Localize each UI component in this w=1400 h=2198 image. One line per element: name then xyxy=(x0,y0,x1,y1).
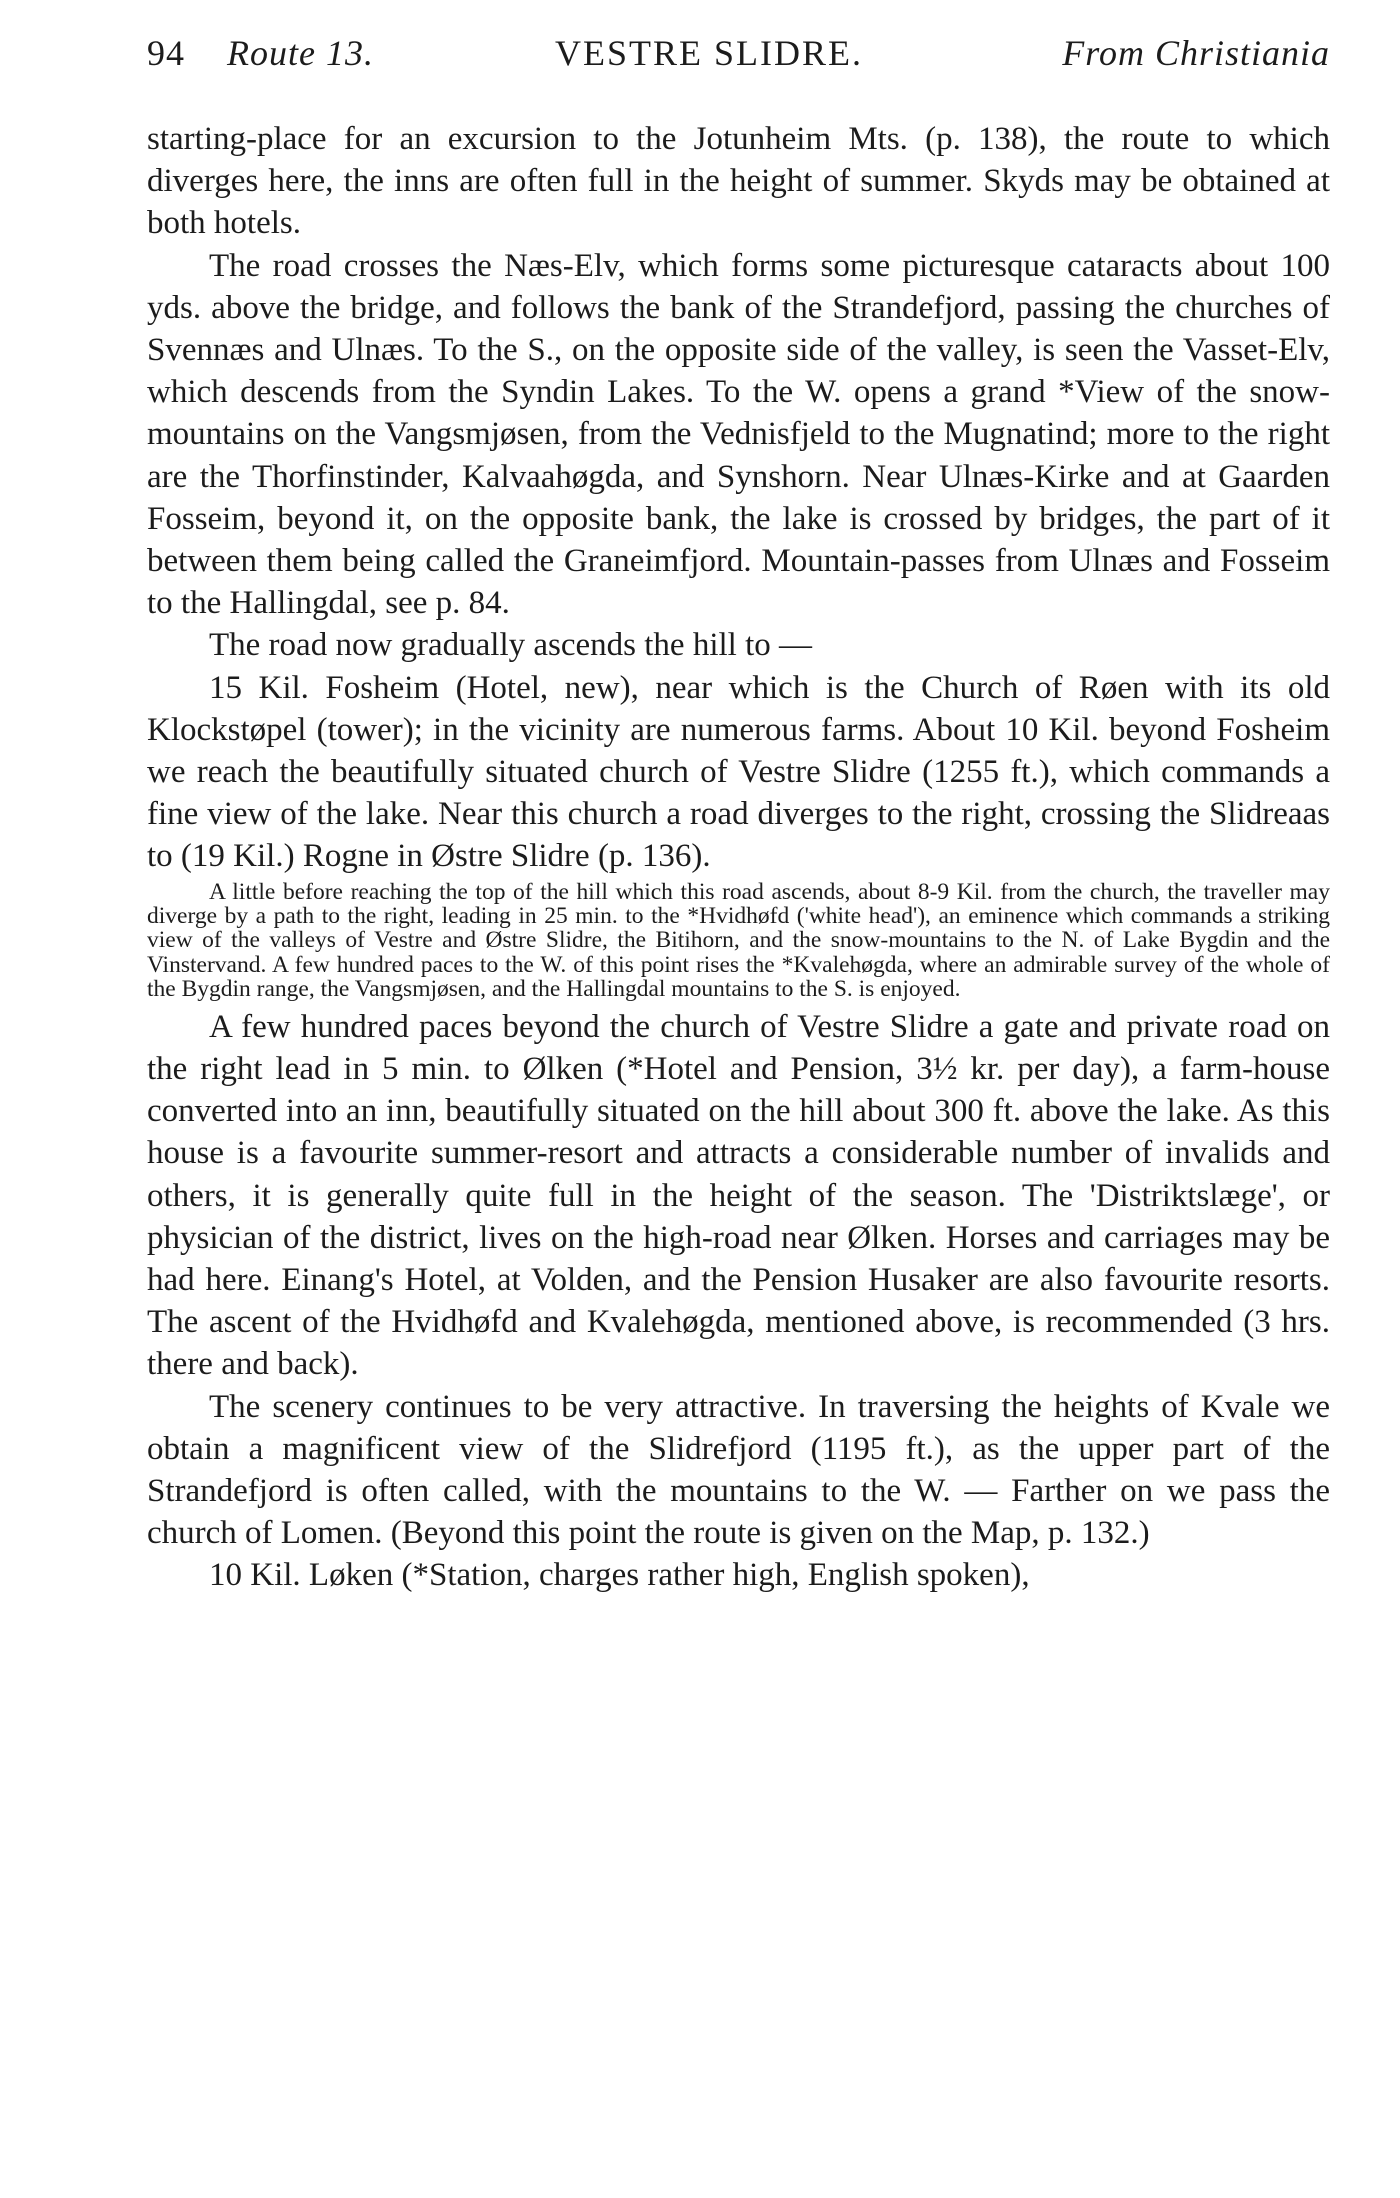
paragraph-scenery: The scenery continues to be very attractive. In traversing the heights of Kvale we obtain a magnificent view of the Slidrefjord (1195 ft.), as the upper part of the Strandefjord is often called, with the mountains to the W. — Farther on we pass the church of Lomen. (Beyond this point the route is given on the Map, p. 132.) xyxy=(147,1388,1330,1552)
main-text xyxy=(147,118,1330,1597)
page-number: 94 xyxy=(147,33,185,73)
paragraph-2: The road crosses the Næs-Elv, which forms some picturesque cataracts about 100 yds. above the bridge, and follows the bank of the Strandefjord, passing the churches of Svennæs and Ulnæs. To the S., on the opposite side of the valley, is seen the Vasset-Elv, which descends from the Syndin Lakes. To the W. opens a grand *View of the snow-mountains on the Vangsmjøsen, from the Vednisfjeld to the Mugnatind; more to the right are the Thorfinstinder, Kalvaahøgda, and Synshorn. Near Ulnæs-Kirke and at Gaarden Fosseim, beyond it, on the opposite bank, the lake is crossed by bridges, the part of it between them being called the Graneimfjord. Mountain-passes from Ulnæs and Fosseim to the Hallingdal, see p. 84. xyxy=(147,247,1330,622)
running-header xyxy=(147,32,1330,82)
from-label: From Christiania xyxy=(1062,33,1330,73)
route-label: Route 13. xyxy=(227,33,374,73)
paragraph-olken: A few hundred paces beyond the church of Vestre Slidre a gate and private road on the right lead in 5 min. to Ølken (*Hotel and Pension, 3½ kr. per day), a farm-house converted into an inn, beautifully situated on the hill about 300 ft. above the lake. As this house is a favourite summer-resort and attracts a considerable number of invalids and others, it is generally quite full in the height of the season. The 'Distriktslæge', or physician of the district, lives on the high-road near Ølken. Horses and carriages may be had here. Einang's Hotel, at Volden, and the Pension Husaker are also favourite resorts. The ascent of the Hvidhøfd and Kvalehøgda, mentioned above, is recommended (3 hrs. there and back). xyxy=(147,1008,1330,1383)
section-title: VESTRE SLIDRE. xyxy=(555,33,864,73)
small-print-note: A little before reaching the top of the hill which this road ascends, about 8-9 Kil. from the church, the traveller may diverge by a path to the right, leading in 25 min. to the *Hvidhøfd ('white head'), an eminence which commands a striking view of the valleys of Vestre and Østre Slidre, the Bitihorn, and the snow-mountains to the N. of Lake Bygdin and the Vinstervand. A few hundred paces to the W. of this point rises the *Kvalehøgda, where an admirable survey of the whole of the Bygdin range, the Vangsmjøsen, and the Hallingdal mountains to the S. is enjoyed. xyxy=(147,878,1330,1003)
paragraph-1: starting-place for an excursion to the Jotunheim Mts. (p. 138), the route to which diverges here, the inns are often full in the height of summer. Skyds may be obtained at both hotels. xyxy=(147,121,1330,242)
paragraph-3: The road now gradually ascends the hill to — xyxy=(209,627,813,664)
paragraph-fosheim: 15 Kil. Fosheim (Hotel, new), near which is the Church of Røen with its old Klockstøpel (tower); in the vicinity are numerous farms. About 10 Kil. beyond Fosheim we reach the beautifully situated church of Vestre Slidre (1255 ft.), which commands a fine view of the lake. Near this church a road diverges to the right, crossing the Slidreaas to (19 Kil.) Rogne in Østre Slidre (p. 136). xyxy=(147,669,1330,875)
paragraph-loken: 10 Kil. Løken (*Station, charges rather high, English spoken), xyxy=(209,1557,1030,1594)
